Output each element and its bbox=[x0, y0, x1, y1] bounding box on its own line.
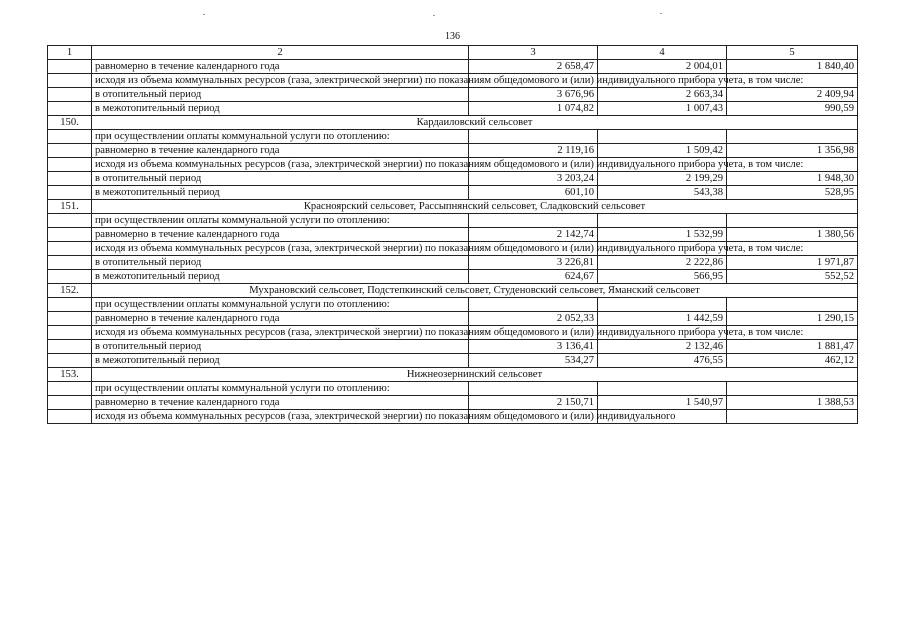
tariff-table bbox=[47, 45, 858, 424]
scan-speck bbox=[433, 15, 435, 16]
tariff-row bbox=[48, 88, 858, 102]
value-col-4: 2 132,46 bbox=[598, 340, 727, 354]
tariff-row bbox=[48, 158, 858, 172]
value-col-4: 1 540,97 bbox=[598, 396, 727, 410]
tariff-row bbox=[48, 228, 858, 242]
row-number-cell bbox=[48, 88, 92, 102]
value-col-5: 1 948,30 bbox=[727, 172, 858, 186]
value-col-5: 1 840,40 bbox=[727, 60, 858, 74]
section-row bbox=[48, 200, 858, 214]
value-col-3: 2 119,16 bbox=[469, 144, 598, 158]
value-col-3: 3 136,41 bbox=[469, 340, 598, 354]
value-col-5: 1 290,15 bbox=[727, 312, 858, 326]
page-number: 136 bbox=[445, 31, 460, 42]
row-description: при осуществлении оплаты коммунальной услуги по отоплению: bbox=[92, 382, 469, 396]
section-number: 152. bbox=[48, 284, 92, 298]
value-col-4 bbox=[598, 130, 727, 144]
row-number-cell bbox=[48, 172, 92, 186]
value-col-3: 2 658,47 bbox=[469, 60, 598, 74]
section-row bbox=[48, 368, 858, 382]
row-description: в межотопительный период bbox=[92, 354, 469, 368]
tariff-row bbox=[48, 130, 858, 144]
column-header: 5 bbox=[727, 46, 858, 60]
value-col-4: 2 663,34 bbox=[598, 88, 727, 102]
tariff-row bbox=[48, 410, 858, 424]
value-col-4: 2 222,86 bbox=[598, 256, 727, 270]
value-col-4: 1 509,42 bbox=[598, 144, 727, 158]
section-title: Кардаиловский сельсовет bbox=[92, 116, 858, 130]
tariff-row bbox=[48, 102, 858, 116]
row-description: в отопительный период bbox=[92, 256, 469, 270]
value-col-5: 528,95 bbox=[727, 186, 858, 200]
row-description: в межотопительный период bbox=[92, 186, 469, 200]
row-description: исходя из объема коммунальных ресурсов (газа, электрической энергии) по показаниям общедомового и (или) индивидуального прибора учета, в том числе: bbox=[92, 326, 469, 340]
value-col-3 bbox=[469, 130, 598, 144]
row-description: в межотопительный период bbox=[92, 270, 469, 284]
value-col-5: 1 971,87 bbox=[727, 256, 858, 270]
value-col-4: 566,95 bbox=[598, 270, 727, 284]
value-col-4: 1 532,99 bbox=[598, 228, 727, 242]
value-col-4: 1 442,59 bbox=[598, 312, 727, 326]
row-number-cell bbox=[48, 326, 92, 340]
row-number-cell bbox=[48, 102, 92, 116]
tariff-row bbox=[48, 396, 858, 410]
value-col-5 bbox=[727, 130, 858, 144]
value-col-3 bbox=[469, 298, 598, 312]
value-col-5: 1 881,47 bbox=[727, 340, 858, 354]
value-col-4: 1 007,43 bbox=[598, 102, 727, 116]
row-description: исходя из объема коммунальных ресурсов (газа, электрической энергии) по показаниям общедомового и (или) индивидуального прибора учета, в том числе: bbox=[92, 158, 469, 172]
value-col-5: 1 388,53 bbox=[727, 396, 858, 410]
section-row bbox=[48, 116, 858, 130]
tariff-row bbox=[48, 242, 858, 256]
value-col-5: 462,12 bbox=[727, 354, 858, 368]
row-number-cell bbox=[48, 312, 92, 326]
value-col-3: 3 676,96 bbox=[469, 88, 598, 102]
tariff-row bbox=[48, 172, 858, 186]
value-col-5 bbox=[727, 214, 858, 228]
tariff-row bbox=[48, 256, 858, 270]
section-title: Нижнеозернинский сельсовет bbox=[92, 368, 858, 382]
tariff-row bbox=[48, 354, 858, 368]
value-col-5: 2 409,94 bbox=[727, 88, 858, 102]
value-col-5 bbox=[727, 298, 858, 312]
tariff-row bbox=[48, 298, 858, 312]
tariff-row bbox=[48, 60, 858, 74]
row-description: исходя из объема коммунальных ресурсов (газа, электрической энергии) по показаниям общедомового и (или) индивидуального bbox=[92, 410, 469, 424]
value-col-3: 2 052,33 bbox=[469, 312, 598, 326]
tariff-row bbox=[48, 312, 858, 326]
scan-speck bbox=[203, 14, 205, 15]
row-number-cell bbox=[48, 60, 92, 74]
column-header: 4 bbox=[598, 46, 727, 60]
value-col-5: 1 380,56 bbox=[727, 228, 858, 242]
tariff-row bbox=[48, 270, 858, 284]
value-col-4: 2 199,29 bbox=[598, 172, 727, 186]
row-description: в отопительный период bbox=[92, 172, 469, 186]
value-col-3 bbox=[469, 214, 598, 228]
section-title: Красноярский сельсовет, Рассыпнянский сельсовет, Сладковский сельсовет bbox=[92, 200, 858, 214]
column-header: 2 bbox=[92, 46, 469, 60]
row-number-cell bbox=[48, 242, 92, 256]
tariff-table-body bbox=[48, 46, 858, 424]
tariff-row bbox=[48, 144, 858, 158]
row-description: равномерно в течение календарного года bbox=[92, 144, 469, 158]
value-col-5 bbox=[727, 410, 858, 424]
tariff-row bbox=[48, 214, 858, 228]
section-number: 150. bbox=[48, 116, 92, 130]
value-col-3: 601,10 bbox=[469, 186, 598, 200]
tariff-row bbox=[48, 340, 858, 354]
row-number-cell bbox=[48, 214, 92, 228]
value-col-5: 1 356,98 bbox=[727, 144, 858, 158]
row-description: исходя из объема коммунальных ресурсов (газа, электрической энергии) по показаниям общедомового и (или) индивидуального прибора учета, в том числе: bbox=[92, 242, 469, 256]
scan-speck bbox=[660, 13, 662, 14]
tariff-row bbox=[48, 326, 858, 340]
value-col-3: 3 226,81 bbox=[469, 256, 598, 270]
row-description: равномерно в течение календарного года bbox=[92, 312, 469, 326]
column-header: 3 bbox=[469, 46, 598, 60]
row-description: равномерно в течение календарного года bbox=[92, 228, 469, 242]
column-header: 1 bbox=[48, 46, 92, 60]
row-number-cell bbox=[48, 340, 92, 354]
row-description: при осуществлении оплаты коммунальной услуги по отоплению: bbox=[92, 298, 469, 312]
value-col-3: 624,67 bbox=[469, 270, 598, 284]
row-number-cell bbox=[48, 410, 92, 424]
row-description: при осуществлении оплаты коммунальной услуги по отоплению: bbox=[92, 214, 469, 228]
value-col-4: 543,38 bbox=[598, 186, 727, 200]
row-description: при осуществлении оплаты коммунальной услуги по отоплению: bbox=[92, 130, 469, 144]
row-number-cell bbox=[48, 270, 92, 284]
row-description: равномерно в течение календарного года bbox=[92, 60, 469, 74]
value-col-5: 552,52 bbox=[727, 270, 858, 284]
row-number-cell bbox=[48, 298, 92, 312]
value-col-4: 476,55 bbox=[598, 354, 727, 368]
row-number-cell bbox=[48, 130, 92, 144]
section-title: Мухрановский сельсовет, Подстепкинский сельсовет, Студеновский сельсовет, Яманский сельсовет bbox=[92, 284, 858, 298]
row-description: в отопительный период bbox=[92, 340, 469, 354]
row-number-cell bbox=[48, 186, 92, 200]
value-col-4: 2 004,01 bbox=[598, 60, 727, 74]
value-col-3: 2 150,71 bbox=[469, 396, 598, 410]
row-number-cell bbox=[48, 256, 92, 270]
row-number-cell bbox=[48, 396, 92, 410]
section-number: 153. bbox=[48, 368, 92, 382]
section-number: 151. bbox=[48, 200, 92, 214]
value-col-5 bbox=[727, 382, 858, 396]
value-col-4 bbox=[598, 382, 727, 396]
row-description: в межотопительный период bbox=[92, 102, 469, 116]
row-number-cell bbox=[48, 74, 92, 88]
value-col-4 bbox=[598, 214, 727, 228]
column-number-row bbox=[48, 46, 858, 60]
value-col-3: 534,27 bbox=[469, 354, 598, 368]
row-number-cell bbox=[48, 382, 92, 396]
tariff-row bbox=[48, 186, 858, 200]
row-description: в отопительный период bbox=[92, 88, 469, 102]
value-col-3: 1 074,82 bbox=[469, 102, 598, 116]
tariff-row bbox=[48, 74, 858, 88]
row-number-cell bbox=[48, 144, 92, 158]
value-col-4 bbox=[598, 298, 727, 312]
row-description: исходя из объема коммунальных ресурсов (газа, электрической энергии) по показаниям общедомового и (или) индивидуального прибора учета, в том числе: bbox=[92, 74, 469, 88]
section-row bbox=[48, 284, 858, 298]
row-number-cell bbox=[48, 354, 92, 368]
value-col-3: 2 142,74 bbox=[469, 228, 598, 242]
tariff-row bbox=[48, 382, 858, 396]
value-col-3: 3 203,24 bbox=[469, 172, 598, 186]
row-number-cell bbox=[48, 228, 92, 242]
row-number-cell bbox=[48, 158, 92, 172]
value-col-3 bbox=[469, 382, 598, 396]
row-description: равномерно в течение календарного года bbox=[92, 396, 469, 410]
value-col-5: 990,59 bbox=[727, 102, 858, 116]
